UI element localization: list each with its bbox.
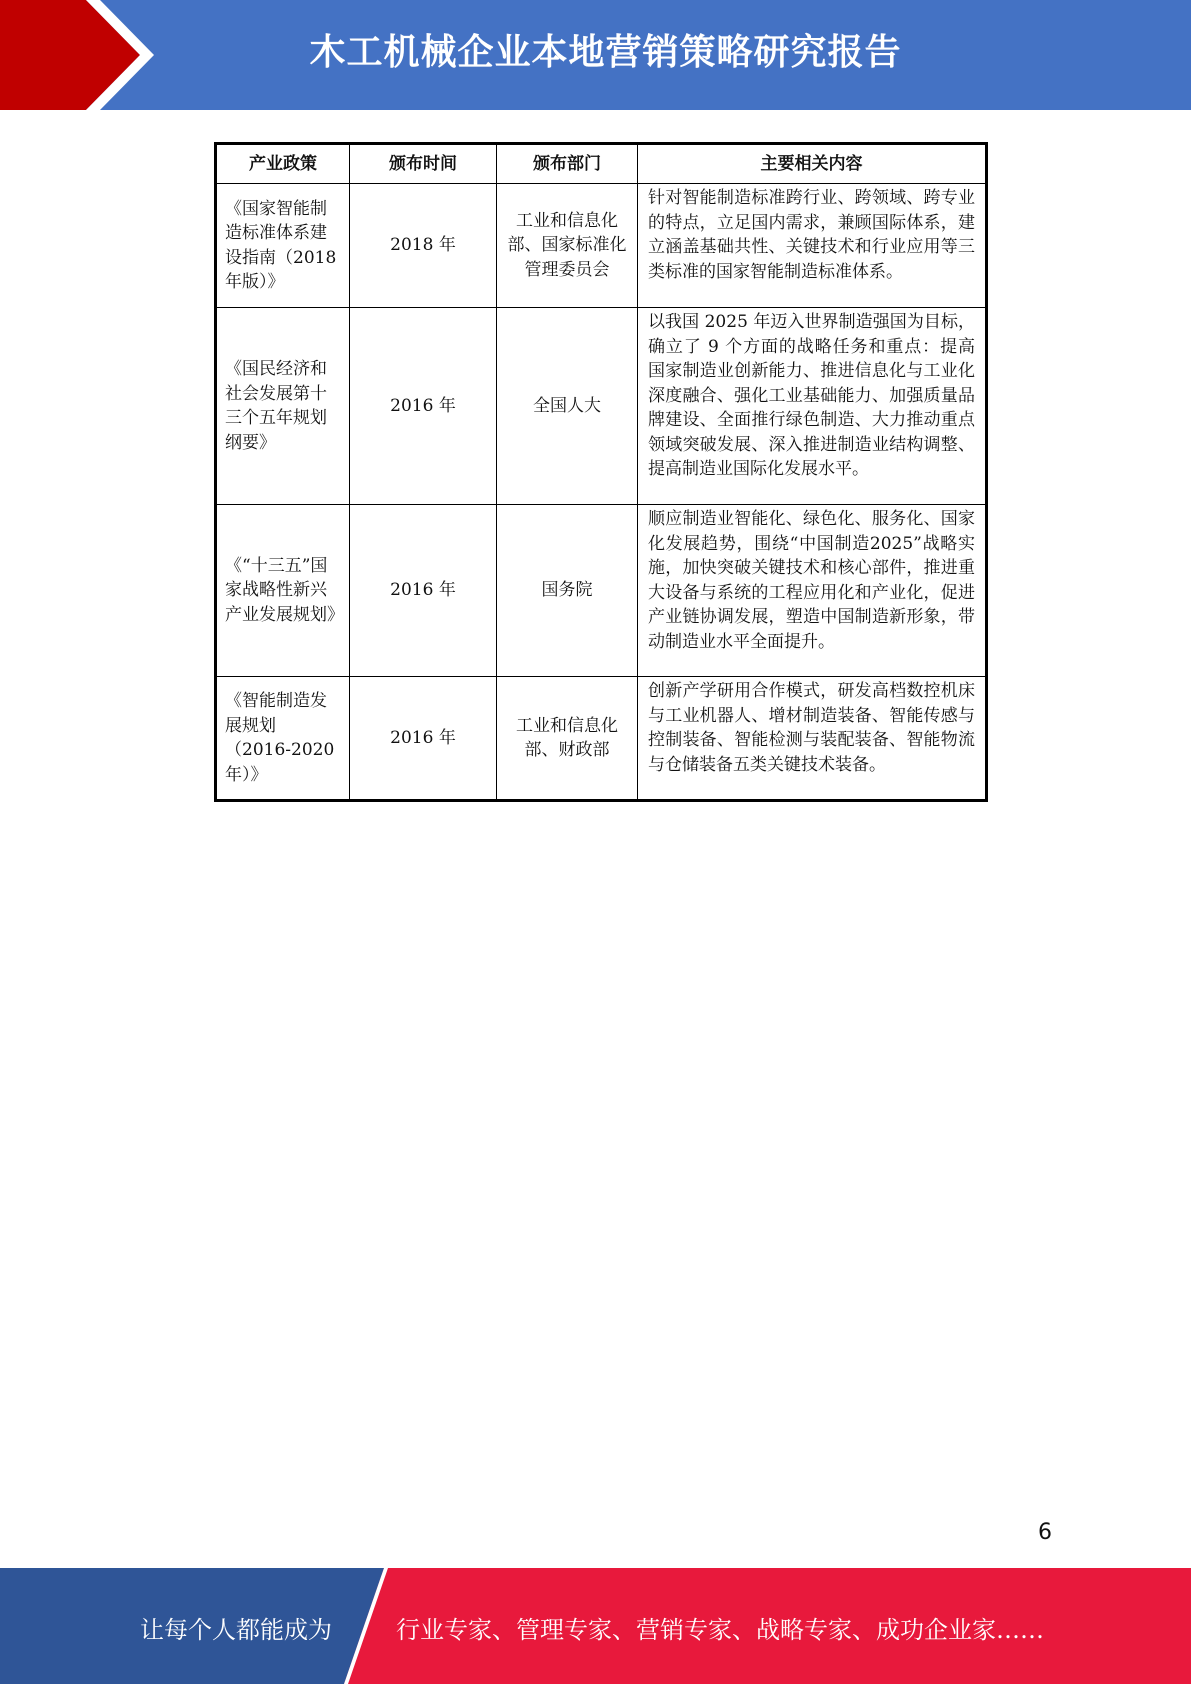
issue-date: 2016 年	[350, 677, 497, 801]
policy-content: 以我国 2025 年迈入世界制造强国为目标，确立了 9 个方面的战略任务和重点：提高国家制造业创新能力、推进信息化与工业化深度融合、强化工业基础能力、加强质量品牌建设、全面推行绿色制造、大力推动重点领域突破发展、深入推进制造业结构调整、提高制造业国际化发展水平。	[638, 308, 987, 505]
policy-name: 《国家智能制造标准体系建设指南（2018年版）》	[216, 184, 350, 308]
column-header-department: 颁布部门	[497, 144, 638, 184]
table-row	[216, 677, 987, 801]
policy-content: 针对智能制造标准跨行业、跨领域、跨专业的特点，立足国内需求，兼顾国际体系，建立涵盖基础共性、关键技术和行业应用等三类标准的国家智能制造标准体系。	[638, 184, 987, 308]
table-header-row	[216, 144, 987, 184]
table-row	[216, 505, 987, 677]
page-number: 6	[1038, 1520, 1052, 1545]
policy-name: 《国民经济和社会发展第十三个五年规划纲要》	[216, 308, 350, 505]
footer-slogan-right: 行业专家、管理专家、营销专家、战略专家、成功企业家……	[396, 1616, 1044, 1644]
issuing-department: 国务院	[497, 505, 638, 677]
policy-name: 《智能制造发展规划（2016-2020年）》	[216, 677, 350, 801]
policy-table	[214, 142, 988, 802]
issuing-department: 工业和信息化部、财政部	[497, 677, 638, 801]
header-band	[0, 0, 1191, 110]
policy-content: 创新产学研用合作模式，研发高档数控机床与工业机器人、增材制造装备、智能传感与控制装备、智能检测与装配装备、智能物流与仓储装备五类关键技术装备。	[638, 677, 987, 801]
table-row	[216, 308, 987, 505]
column-header-content: 主要相关内容	[638, 144, 987, 184]
footer-band	[0, 1568, 1191, 1684]
policy-name: 《“十三五”国家战略性新兴产业发展规划》	[216, 505, 350, 677]
issuing-department: 工业和信息化部、国家标准化管理委员会	[497, 184, 638, 308]
column-header-policy: 产业政策	[216, 144, 350, 184]
report-title: 木工机械企业本地营销策略研究报告	[309, 32, 902, 73]
table-row	[216, 184, 987, 308]
issue-date: 2018 年	[350, 184, 497, 308]
footer-slogan-left: 让每个人都能成为	[140, 1616, 332, 1644]
issue-date: 2016 年	[350, 505, 497, 677]
issuing-department: 全国人大	[497, 308, 638, 505]
column-header-date: 颁布时间	[350, 144, 497, 184]
issue-date: 2016 年	[350, 308, 497, 505]
policy-content: 顺应制造业智能化、绿色化、服务化、国家化发展趋势，围绕“中国制造2025”战略实施，加快突破关键技术和核心部件，推进重大设备与系统的工程应用化和产业化，促进产业链协调发展，塑造中国制造新形象，带动制造业水平全面提升。	[638, 505, 987, 677]
